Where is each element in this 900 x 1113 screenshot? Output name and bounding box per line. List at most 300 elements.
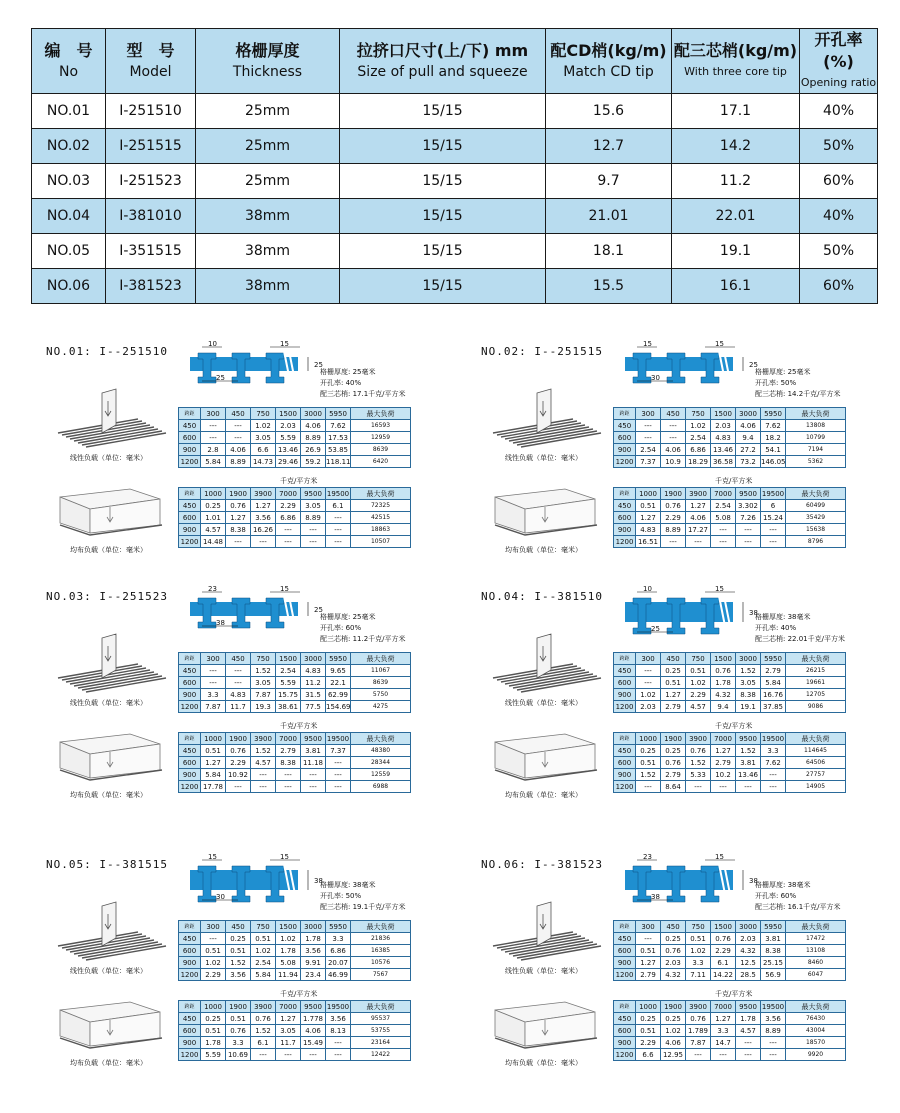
- load-value: 3.05: [736, 677, 761, 689]
- span-value: 600: [614, 1025, 636, 1037]
- load-value: 64506: [786, 757, 846, 769]
- load-row: [614, 781, 846, 793]
- load-row: [614, 1037, 846, 1049]
- load-value: 2.79: [661, 769, 686, 781]
- load-column-header: 3000: [736, 408, 761, 420]
- load-row: [614, 524, 846, 536]
- uniform-load-illustration: [50, 990, 170, 1060]
- load-value: 4.06: [661, 1037, 686, 1049]
- dimension-label: 25: [314, 606, 323, 614]
- load-value: 3.56: [226, 969, 251, 981]
- load-value: 37.85: [761, 701, 786, 713]
- spec-cell: NO.06: [32, 269, 106, 304]
- load-value: 46.99: [326, 969, 351, 981]
- dimension-label: 15: [643, 340, 652, 348]
- span-value: 900: [614, 444, 636, 456]
- load-value: 6.86: [686, 444, 711, 456]
- load-column-header: 300: [636, 921, 661, 933]
- spec-row: [32, 199, 878, 234]
- line-load-illustration: [485, 898, 605, 968]
- span-value: 1200: [614, 1049, 636, 1061]
- load-value: 5750: [351, 689, 411, 701]
- load-column-header: 300: [201, 653, 226, 665]
- load-value: 19.1: [736, 701, 761, 713]
- line-load-caption: 线性负载（单位：毫米）: [505, 967, 582, 975]
- load-value: 4.06: [661, 444, 686, 456]
- load-row: [614, 969, 846, 981]
- span-label-cell: 跨距: [179, 921, 201, 933]
- load-value: 0.51: [226, 945, 251, 957]
- load-value: 0.76: [661, 945, 686, 957]
- load-value: 1.27: [686, 500, 711, 512]
- load-value: 9.91: [301, 957, 326, 969]
- load-value: 15.75: [276, 689, 301, 701]
- load-value: 0.51: [201, 745, 226, 757]
- load-row: [614, 677, 846, 689]
- load-row: [179, 781, 411, 793]
- load-value: 6047: [786, 969, 846, 981]
- load-value: 1.27: [711, 1013, 736, 1025]
- load-value: 12.5: [736, 957, 761, 969]
- load-value: 0.76: [686, 745, 711, 757]
- load-value: 8.38: [761, 945, 786, 957]
- load-value: 18.2: [761, 432, 786, 444]
- uniform-load-illustration: [50, 722, 170, 792]
- load-value: 12959: [351, 432, 411, 444]
- panel-notes: [320, 367, 406, 400]
- load-value: 1.78: [736, 1013, 761, 1025]
- load-value: 7.87: [251, 689, 276, 701]
- load-column-header: 9500: [736, 488, 761, 500]
- spec-cell: I-251523: [106, 164, 196, 199]
- span-value: 1200: [614, 969, 636, 981]
- dimension-label: 15: [280, 340, 289, 348]
- load-value: 3.05: [276, 1025, 301, 1037]
- line-load-caption: 线性负载（单位：毫米）: [505, 699, 582, 707]
- load-value: 7.26: [736, 512, 761, 524]
- spec-cell: 25mm: [196, 94, 340, 129]
- load-value: 1.02: [686, 420, 711, 432]
- spec-cell: 9.7: [546, 164, 672, 199]
- uniform-load-table: [178, 487, 411, 548]
- load-header-row: [179, 733, 411, 745]
- load-value: 26.9: [301, 444, 326, 456]
- load-value: 8.89: [226, 456, 251, 468]
- load-value: 0.76: [686, 1013, 711, 1025]
- load-value: ---: [301, 1049, 326, 1061]
- load-value: ---: [686, 536, 711, 548]
- line-load-table: [613, 920, 846, 981]
- load-value: 8.38: [736, 689, 761, 701]
- load-value: ---: [276, 781, 301, 793]
- line-load-caption: 线性负载（单位：毫米）: [505, 454, 582, 462]
- load-row: [179, 1025, 411, 1037]
- load-row: [179, 769, 411, 781]
- note-line: 开孔率: 40%: [320, 379, 362, 387]
- load-column-header: 750: [686, 653, 711, 665]
- note-line: 配三芯梢: 17.1千克/平方米: [320, 390, 406, 398]
- load-panel: [465, 585, 900, 815]
- load-value: 2.79: [761, 665, 786, 677]
- span-value: 450: [179, 745, 201, 757]
- load-value: 2.03: [636, 701, 661, 713]
- load-value: ---: [761, 1049, 786, 1061]
- load-row: [179, 745, 411, 757]
- load-column-header: 3000: [301, 921, 326, 933]
- load-panel: [30, 340, 470, 570]
- load-row: [614, 689, 846, 701]
- spec-row: [32, 129, 878, 164]
- spec-table-body: [32, 94, 878, 304]
- load-value: ---: [326, 536, 351, 548]
- spec-cell: I-351515: [106, 234, 196, 269]
- spec-cell: 60%: [800, 164, 878, 199]
- note-line: 开孔率: 40%: [755, 624, 797, 632]
- load-value: 2.54: [686, 432, 711, 444]
- panel-title: NO.02: I--251515: [481, 345, 603, 358]
- load-value: 4.57: [736, 1025, 761, 1037]
- load-value: 22.1: [326, 677, 351, 689]
- load-value: 1.27: [636, 957, 661, 969]
- load-value: 1.02: [276, 933, 301, 945]
- span-value: 1200: [179, 969, 201, 981]
- spec-cell: NO.03: [32, 164, 106, 199]
- load-value: ---: [636, 432, 661, 444]
- load-value: 27.2: [736, 444, 761, 456]
- spec-header-cell: [546, 29, 672, 94]
- load-value: ---: [226, 420, 251, 432]
- load-value: 1.02: [251, 420, 276, 432]
- span-label-cell: 跨距: [614, 733, 636, 745]
- load-header-row: [614, 921, 846, 933]
- load-value: 1.52: [686, 757, 711, 769]
- load-row: [614, 456, 846, 468]
- uniform-load-caption: 均布负载（单位：毫米）: [505, 791, 582, 799]
- load-value: 2.29: [226, 757, 251, 769]
- load-value: 2.79: [276, 745, 301, 757]
- load-value: 28344: [351, 757, 411, 769]
- load-row: [179, 444, 411, 456]
- load-column-header: 5950: [326, 653, 351, 665]
- dimension-label: 25: [749, 361, 758, 369]
- load-column-header: 1900: [226, 733, 251, 745]
- spec-cell: 15/15: [340, 94, 546, 129]
- load-value: 53.85: [326, 444, 351, 456]
- load-value: 3.56: [761, 1013, 786, 1025]
- load-value: 11.7: [226, 701, 251, 713]
- load-column-header: 1000: [201, 733, 226, 745]
- load-value: 16.76: [761, 689, 786, 701]
- load-value: ---: [711, 524, 736, 536]
- load-value: 7.87: [686, 1037, 711, 1049]
- load-value: ---: [711, 536, 736, 548]
- grating-profile-diagram: [623, 584, 773, 640]
- max-load-header: 最大负荷: [351, 408, 411, 420]
- load-value: 17.78: [201, 781, 226, 793]
- load-value: 6.6: [251, 444, 276, 456]
- span-label-cell: 跨距: [614, 1001, 636, 1013]
- load-row: [179, 432, 411, 444]
- load-value: 60499: [786, 500, 846, 512]
- load-value: 6988: [351, 781, 411, 793]
- load-value: 53755: [351, 1025, 411, 1037]
- load-value: 2.29: [686, 689, 711, 701]
- load-value: ---: [301, 524, 326, 536]
- load-value: 0.76: [226, 1025, 251, 1037]
- span-value: 900: [179, 444, 201, 456]
- span-value: 1200: [179, 456, 201, 468]
- load-value: ---: [276, 524, 301, 536]
- load-value: 6.1: [251, 1037, 276, 1049]
- max-load-header: 最大负荷: [786, 1001, 846, 1013]
- grating-profile-diagram: [188, 339, 338, 395]
- load-value: 2.03: [736, 933, 761, 945]
- load-value: 7567: [351, 969, 411, 981]
- load-row: [614, 512, 846, 524]
- load-value: 13.46: [736, 769, 761, 781]
- load-value: 118.11: [326, 457, 351, 466]
- load-column-header: 1000: [201, 488, 226, 500]
- load-value: 28.5: [736, 969, 761, 981]
- grating-profile-diagram: [188, 852, 338, 908]
- spec-cell: 15/15: [340, 164, 546, 199]
- span-value: 450: [179, 665, 201, 677]
- spec-cell: 38mm: [196, 234, 340, 269]
- load-value: 8.89: [301, 512, 326, 524]
- load-value: 4.06: [226, 444, 251, 456]
- dimension-label: 38: [749, 877, 758, 885]
- spec-header-zh: 型 号: [126, 41, 175, 60]
- load-value: ---: [711, 781, 736, 793]
- load-value: ---: [251, 769, 276, 781]
- span-value: 450: [614, 500, 636, 512]
- load-value: 5.08: [276, 957, 301, 969]
- spec-cell: 14.2: [672, 129, 800, 164]
- load-value: 0.51: [201, 1025, 226, 1037]
- load-value: 3.81: [761, 933, 786, 945]
- uniform-load-table: [613, 1000, 846, 1061]
- load-column-header: 1900: [661, 488, 686, 500]
- span-value: 600: [614, 512, 636, 524]
- spec-header-cell: [340, 29, 546, 94]
- spec-cell: I-251510: [106, 94, 196, 129]
- load-value: ---: [761, 1037, 786, 1049]
- load-column-header: 3000: [736, 921, 761, 933]
- panel-title: NO.04: I--381510: [481, 590, 603, 603]
- load-value: 11.7: [276, 1037, 301, 1049]
- load-value: 13808: [786, 420, 846, 432]
- note-line: 开孔率: 50%: [320, 892, 362, 900]
- spec-header-en: With three core tip: [684, 65, 787, 78]
- load-column-header: 5950: [761, 653, 786, 665]
- load-column-header: 9500: [301, 488, 326, 500]
- max-load-header: 最大负荷: [351, 488, 411, 500]
- load-value: 1.02: [686, 677, 711, 689]
- note-line: 配三芯梢: 22.01千克/平方米: [755, 635, 845, 643]
- load-value: 8.89: [661, 524, 686, 536]
- load-value: ---: [736, 781, 761, 793]
- spec-header-cell: [32, 29, 106, 94]
- load-value: 0.25: [636, 1013, 661, 1025]
- load-row: [614, 1049, 846, 1061]
- grating-profile-diagram: [623, 339, 773, 395]
- span-label-cell: 跨距: [614, 408, 636, 420]
- spec-row: [32, 234, 878, 269]
- load-row: [179, 969, 411, 981]
- span-value: 600: [179, 432, 201, 444]
- panel-title: NO.01: I--251510: [46, 345, 168, 358]
- load-value: 9920: [786, 1049, 846, 1061]
- spec-cell: NO.05: [32, 234, 106, 269]
- load-row: [614, 757, 846, 769]
- load-value: 0.76: [661, 500, 686, 512]
- load-value: 14.7: [711, 1037, 736, 1049]
- load-value: 0.76: [251, 1013, 276, 1025]
- load-value: 17.53: [326, 432, 351, 444]
- load-column-header: 5950: [761, 408, 786, 420]
- note-line: 格栅厚度: 25毫米: [755, 368, 811, 376]
- load-value: ---: [326, 757, 351, 769]
- span-value: 450: [614, 933, 636, 945]
- load-value: ---: [301, 781, 326, 793]
- load-value: 6.1: [711, 957, 736, 969]
- span-value: 600: [614, 677, 636, 689]
- load-row: [179, 957, 411, 969]
- spec-header-en: Match CD tip: [563, 64, 654, 80]
- span-label-cell: 跨距: [614, 653, 636, 665]
- load-value: 10.92: [226, 769, 251, 781]
- load-value: 9086: [786, 701, 846, 713]
- dimension-label: 15: [280, 853, 289, 861]
- span-value: 1200: [614, 456, 636, 468]
- load-value: 1.27: [251, 500, 276, 512]
- load-value: 114645: [786, 745, 846, 757]
- uniform-load-caption: 均布负载（单位：毫米）: [70, 546, 147, 554]
- dimension-label: 30: [651, 374, 660, 382]
- note-line: 格栅厚度: 25毫米: [320, 368, 376, 376]
- load-value: 4.06: [736, 420, 761, 432]
- load-value: 3.3: [711, 1025, 736, 1037]
- load-value: 6.86: [276, 512, 301, 524]
- load-column-header: 3000: [301, 408, 326, 420]
- spec-header-zh: 开孔率(%): [814, 30, 863, 71]
- load-header-row: [614, 1001, 846, 1013]
- load-value: ---: [636, 781, 661, 793]
- load-column-header: 450: [661, 653, 686, 665]
- load-value: 3.3: [326, 933, 351, 945]
- load-value: 7.62: [761, 420, 786, 432]
- load-column-header: 3900: [686, 488, 711, 500]
- load-value: 1.02: [636, 689, 661, 701]
- load-value: 35429: [786, 512, 846, 524]
- uniform-unit-label: 千克/平方米: [715, 477, 753, 485]
- spec-cell: 60%: [800, 269, 878, 304]
- load-value: 4.83: [226, 689, 251, 701]
- load-value: ---: [736, 536, 761, 548]
- load-value: 16593: [351, 420, 411, 432]
- load-value: 4.06: [301, 420, 326, 432]
- load-value: ---: [661, 536, 686, 548]
- panel-notes: [320, 612, 406, 645]
- load-value: 3.05: [301, 500, 326, 512]
- load-value: 3.05: [251, 432, 276, 444]
- load-value: 0.25: [201, 500, 226, 512]
- spec-cell: 12.7: [546, 129, 672, 164]
- load-value: 6.6: [636, 1049, 661, 1061]
- load-column-header: 7000: [711, 1001, 736, 1013]
- span-value: 1200: [179, 781, 201, 793]
- load-value: 2.29: [276, 500, 301, 512]
- load-column-header: 750: [251, 921, 276, 933]
- load-value: 2.29: [661, 512, 686, 524]
- load-panel: [465, 340, 900, 570]
- load-value: 0.51: [661, 677, 686, 689]
- load-value: 36.58: [711, 456, 736, 468]
- load-column-header: 750: [251, 408, 276, 420]
- line-load-table: [178, 920, 411, 981]
- spec-header-en: Model: [129, 64, 172, 80]
- load-value: 2.54: [276, 665, 301, 677]
- load-value: 146.05: [761, 457, 786, 466]
- load-column-header: 19500: [326, 734, 350, 743]
- load-value: 0.51: [686, 933, 711, 945]
- load-header-row: [614, 733, 846, 745]
- line-load-illustration: [485, 385, 605, 455]
- load-value: ---: [636, 420, 661, 432]
- load-column-header: 1500: [276, 653, 301, 665]
- load-value: 6420: [351, 456, 411, 468]
- load-header-row: [179, 408, 411, 420]
- load-value: 0.51: [636, 500, 661, 512]
- load-value: 0.51: [201, 945, 226, 957]
- load-value: 1.27: [636, 512, 661, 524]
- load-value: 7194: [786, 444, 846, 456]
- load-value: 1.27: [226, 512, 251, 524]
- load-value: 2.03: [276, 420, 301, 432]
- spec-cell: 15/15: [340, 129, 546, 164]
- max-load-header: 最大负荷: [351, 733, 411, 745]
- load-column-header: 19500: [326, 489, 350, 498]
- load-value: 2.03: [711, 420, 736, 432]
- span-label-cell: 跨距: [179, 408, 201, 420]
- load-column-header: 9500: [301, 733, 326, 745]
- spec-header-zh: 编 号: [44, 41, 93, 60]
- max-load-header: 最大负荷: [786, 488, 846, 500]
- load-value: 21836: [351, 933, 411, 945]
- load-value: ---: [326, 1037, 351, 1049]
- load-row: [179, 677, 411, 689]
- load-value: ---: [201, 665, 226, 677]
- load-column-header: 3900: [251, 733, 276, 745]
- span-value: 600: [179, 677, 201, 689]
- note-line: 开孔率: 50%: [755, 379, 797, 387]
- span-value: 450: [614, 420, 636, 432]
- grating-profile-diagram: [623, 852, 773, 908]
- load-value: 3.56: [301, 945, 326, 957]
- load-column-header: 300: [636, 408, 661, 420]
- grating-profile-diagram: [188, 584, 338, 640]
- load-value: 0.76: [711, 665, 736, 677]
- load-value: 1.78: [301, 933, 326, 945]
- dimension-label: 10: [208, 340, 217, 348]
- load-column-header: 750: [686, 408, 711, 420]
- span-value: 1200: [614, 536, 636, 548]
- load-value: 9.4: [711, 701, 736, 713]
- load-value: 0.25: [661, 745, 686, 757]
- spec-cell: 15.6: [546, 94, 672, 129]
- uniform-load-caption: 均布负载（单位：毫米）: [70, 791, 147, 799]
- load-column-header: 1500: [276, 408, 301, 420]
